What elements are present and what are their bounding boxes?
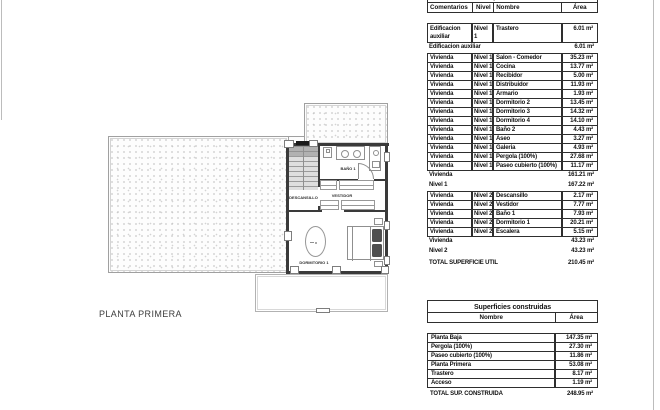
window-marker <box>381 266 389 274</box>
table-row <box>427 259 598 269</box>
cell-comentarios: Vivienda <box>429 172 453 178</box>
table-row <box>427 23 598 43</box>
header-comentarios: Comentarios <box>430 4 468 11</box>
table-utiles-header <box>427 2 598 13</box>
cell-nivel: Nivel 1 <box>474 154 493 160</box>
window-marker <box>284 140 294 148</box>
window-marker <box>284 231 292 241</box>
cell-comentarios: Vivienda <box>427 227 472 237</box>
cell-area: 5.00 m² <box>562 71 598 81</box>
wall-bedroom-top-b <box>344 210 385 212</box>
cell-area: 13.45 m² <box>562 98 598 108</box>
cell-area: 14.10 m² <box>562 116 598 126</box>
pillow-top <box>372 229 382 242</box>
cell-nivel: Nivel 1 <box>474 109 493 115</box>
cell-area: 14.32 m² <box>562 107 598 117</box>
sheet-frame-left <box>1 0 2 120</box>
cell-area: 2.17 m² <box>562 191 598 201</box>
ceiling-feature-center-dot <box>315 242 317 244</box>
cell-nombre: Paseo cubierto (100%) <box>427 351 555 361</box>
table-superficies-utiles <box>427 0 598 269</box>
cell-comentarios: Vivienda <box>427 80 472 90</box>
table-row <box>427 247 598 257</box>
cell-nombre: Galeria <box>493 143 562 153</box>
cell-nombre: Dormitorio 2 <box>493 98 562 108</box>
cell-area: 7.93 m² <box>562 209 598 219</box>
cell-nombre: Vestidor <box>493 200 562 210</box>
cell-nombre: Planta Baja <box>427 333 555 343</box>
cell-area: 4.43 m² <box>562 125 598 135</box>
table-row <box>427 161 598 171</box>
cell-nombre: Pergola (100%) <box>493 152 562 162</box>
toilet-tank <box>326 149 330 153</box>
plan-title: PLANTA PRIMERA <box>99 309 182 319</box>
cell-nivel: Nivel 2 <box>474 211 493 217</box>
cell-area: 27.68 m² <box>562 152 598 162</box>
cell-nombre: Salon - Comedor <box>493 53 562 63</box>
cell-nivel: Nivel 2 <box>474 193 493 199</box>
cell-nombre: Baño 2 <box>493 125 562 135</box>
cell-area: 6.01 m² <box>574 44 594 50</box>
room-label-dormitorio: DORMITORIO 1 <box>299 260 329 265</box>
wall-bedroom-top-a <box>289 210 322 212</box>
cell-area: 13.77 m² <box>562 62 598 72</box>
cell-nivel: Nivel 1 <box>474 100 493 106</box>
cell-area: 53.08 m² <box>555 360 598 370</box>
cell-comentarios: Vivienda <box>427 134 472 144</box>
cell-area: 8.17 m² <box>555 369 598 379</box>
wall-right <box>385 143 388 274</box>
cell-nombre: Armario <box>493 89 562 99</box>
cell-comentarios: Vivienda <box>427 143 472 153</box>
cell-nombre: Cocina <box>493 62 562 72</box>
cell-nivel: Nivel 1 <box>474 64 493 70</box>
terrace-upper <box>304 103 388 145</box>
staircase-center-line <box>303 146 304 190</box>
header-area: Área <box>561 3 597 12</box>
shower-unit <box>369 146 381 171</box>
table-row <box>427 237 598 247</box>
cell-area: 210.45 m² <box>567 260 594 266</box>
header-area: Área <box>555 313 598 322</box>
cell-nivel: Nivel 1 <box>474 91 493 97</box>
table-row <box>427 390 598 400</box>
pillow-bottom <box>372 244 382 257</box>
cell-nivel: Nivel 1 <box>472 23 493 43</box>
cell-nombre: Trastero <box>493 23 562 43</box>
cell-comentarios: Vivienda <box>427 53 472 63</box>
terrace-main <box>108 136 289 273</box>
cell-nivel: Nivel 1 <box>474 82 493 88</box>
cell-nombre: Dormitorio 3 <box>493 107 562 117</box>
table-utiles-body <box>427 23 598 269</box>
cell-comentarios: TOTAL SUPERFICIE UTIL <box>429 260 498 266</box>
cell-nombre: Planta Primera <box>427 360 555 370</box>
cell-area: 7.77 m² <box>562 200 598 210</box>
cell-nivel: Nivel 1 <box>474 145 493 151</box>
balcony <box>255 274 388 312</box>
cell-nombre: Trastero <box>427 369 555 379</box>
table-row <box>427 227 598 237</box>
header-nivel: Nivel <box>472 3 493 12</box>
cell-nombre: Dormitorio 4 <box>493 116 562 126</box>
cell-nivel: Nivel 2 <box>474 229 493 235</box>
cell-nivel: Nivel 1 <box>474 73 493 79</box>
cell-nivel: Nivel 1 <box>474 127 493 133</box>
table-row <box>427 171 598 181</box>
ceiling-feature-tick <box>310 242 314 243</box>
table-row <box>427 378 598 388</box>
cell-area: 11.93 m² <box>562 80 598 90</box>
cell-nombre: Recibidor <box>493 71 562 81</box>
shower-drain <box>373 150 379 156</box>
cell-comentarios: Vivienda <box>429 238 453 244</box>
cell-area: 20.21 m² <box>562 218 598 228</box>
bed <box>347 226 384 260</box>
header-nombre: Nombre <box>493 3 561 12</box>
cell-comentarios: Vivienda <box>427 218 472 228</box>
cell-comentarios: Vivienda <box>427 107 472 117</box>
cell-comentarios: Vivienda <box>427 62 472 72</box>
wall-bath-bottom-b <box>374 179 385 181</box>
table-construidas-body <box>427 333 598 400</box>
cell-area: 27.30 m² <box>555 342 598 352</box>
cell-nombre: Aseo <box>493 134 562 144</box>
cell-nivel: Nivel 2 <box>474 202 493 208</box>
cell-comentarios: Vivienda <box>427 71 472 81</box>
cell-nombre: Distribuidor <box>493 80 562 90</box>
table-row <box>427 43 598 53</box>
cell-area: 1.19 m² <box>555 378 598 388</box>
cell-nivel: Nivel 2 <box>474 220 493 226</box>
bed-foot-line <box>352 227 353 261</box>
window-marker <box>332 266 341 274</box>
table-superficies-construidas <box>427 300 598 400</box>
room-label-descansillo: DESCANSILLO <box>289 195 318 200</box>
cell-comentarios: Vivienda <box>427 125 472 135</box>
cell-comentarios: Vivienda <box>427 89 472 99</box>
table-gap <box>427 323 598 333</box>
table-gap <box>427 13 598 23</box>
cell-area: 161.21 m² <box>567 172 594 178</box>
cell-area: 167.22 m² <box>567 182 594 188</box>
bed-head-line <box>370 227 371 261</box>
cell-comentarios: Vivienda <box>427 209 472 219</box>
cell-comentarios: Vivienda <box>427 200 472 210</box>
cell-comentarios: Vivienda <box>427 191 472 201</box>
wardrobe-top-right <box>339 180 374 190</box>
window-marker <box>309 140 318 147</box>
table-construidas-title: Superficies construidas <box>427 300 598 313</box>
balcony-marker <box>316 308 330 313</box>
cell-comentarios: Vivienda <box>427 152 472 162</box>
cell-nombre: Escalera <box>493 227 562 237</box>
cell-nombre: Descansillo <box>493 191 562 201</box>
cell-area: 11.17 m² <box>562 161 598 171</box>
sink-basin-right <box>353 150 361 158</box>
wardrobe-top-left <box>320 180 337 190</box>
header-nombre: Nombre <box>479 314 503 321</box>
window-marker <box>290 266 299 274</box>
cell-area: 35.23 m² <box>562 53 598 63</box>
sheet-frame-right <box>653 0 654 410</box>
table-construidas-header <box>427 312 598 323</box>
window-marker <box>384 221 390 230</box>
wardrobe-bottom-right <box>341 200 375 210</box>
cell-nivel: Nivel 1 <box>474 136 493 142</box>
cell-nombre: TOTAL SUP. CONSTRUIDA <box>430 391 503 397</box>
cell-nombre: Acceso <box>427 378 555 388</box>
window-marker <box>384 152 390 162</box>
cell-nombre: Baño 1 <box>493 209 562 219</box>
cell-area: 5.15 m² <box>562 227 598 237</box>
cell-nivel: Nivel 1 <box>474 55 493 61</box>
room-label-bano: BAÑO 1 <box>340 166 356 171</box>
cell-area: 11.86 m² <box>555 351 598 361</box>
cell-comentarios: Vivienda <box>427 161 472 171</box>
cell-nombre: Paseo cubierto (100%) <box>493 161 562 171</box>
cell-area: 3.27 m² <box>562 134 598 144</box>
cell-nombre: Dormitorio 1 <box>493 218 562 228</box>
toilet <box>323 147 332 158</box>
cell-area: 1.93 m² <box>562 89 598 99</box>
cell-comentarios: Vivienda <box>427 116 472 126</box>
shower-tray <box>372 161 380 168</box>
cell-comentarios: Vivienda <box>427 98 472 108</box>
cell-area: 147.35 m² <box>555 333 598 343</box>
cell-nombre: Pergola (100%) <box>427 342 555 352</box>
cell-comentarios: Nivel 2 <box>429 248 448 254</box>
cell-nivel: Nivel 1 <box>474 163 493 169</box>
cell-area: 43.23 m² <box>571 248 594 254</box>
cell-area: 4.93 m² <box>562 143 598 153</box>
cell-area: 6.01 m² <box>562 23 598 43</box>
sink-basin-left <box>341 150 349 158</box>
ceiling-feature <box>305 226 326 257</box>
table-row <box>427 181 598 191</box>
sink-counter <box>336 146 365 160</box>
cell-area: 248.95 m² <box>566 391 593 397</box>
window-marker <box>384 256 390 265</box>
nightstand-top <box>374 218 383 225</box>
cell-comentarios: Edificacion auxiliar <box>427 23 472 43</box>
cell-comentarios: Edificacion auxiliar <box>429 44 481 50</box>
wardrobe-bottom-left <box>320 200 339 210</box>
staircase <box>289 146 318 190</box>
room-label-vestidor: VESTIDOR <box>331 193 353 198</box>
cell-area: 43.23 m² <box>571 238 594 244</box>
cell-nivel: Nivel 1 <box>474 118 493 124</box>
cell-comentarios: Nivel 1 <box>429 182 448 188</box>
